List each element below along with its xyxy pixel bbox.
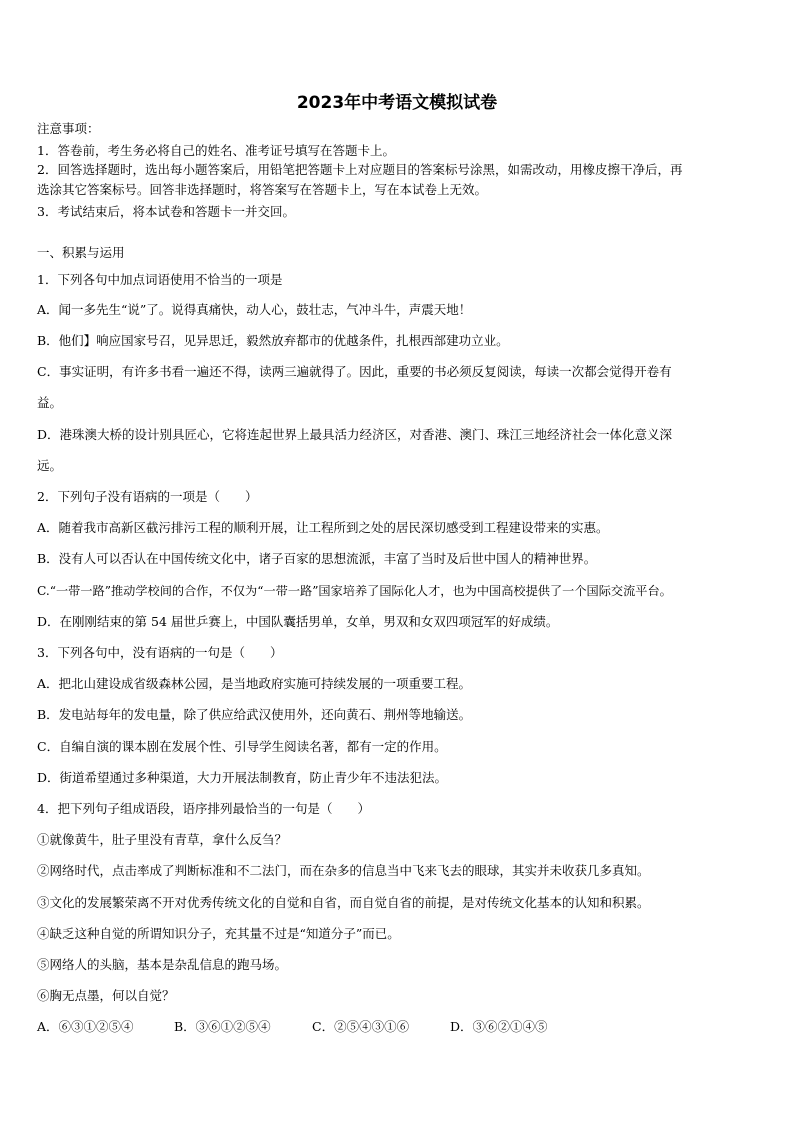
- notice-item-1: 1．答卷前，考生务必将自己的姓名、准考证号填写在答题卡上。: [37, 143, 395, 158]
- question-4-sentence-2: ②网络时代，点击率成了判断标准和不二法门，而在杂多的信息当中飞来飞去的眼球，其实并未收获几多真知。: [37, 863, 650, 878]
- question-3-option-a: A．把北山建设成省级森林公园，是当地政府实施可持续发展的一项重要工程。: [37, 676, 472, 691]
- question-2-option-c: C.“一带一路”推动学校间的合作，不仅为“一带一路”国家培养了国际化人才，也为中国高校提供了一个国际交流平台。: [37, 584, 672, 598]
- question-4-options: [37, 1019, 548, 1035]
- question-1-option-c-line-1: C．事实证明，有许多书看一遍还不得，读两三遍就得了。因此，重要的书必须反复阅读，每读一次都会觉得开卷有: [37, 364, 672, 379]
- question-3-option-b: B．发电站每年的发电量，除了供应给武汉使用外，还向黄石、荆州等地输送。: [37, 707, 472, 722]
- notice-heading: 注意事项：: [37, 121, 100, 136]
- question-4-sentence-5: ⑤网络人的头脑，基本是杂乱信息的跑马场。: [37, 957, 288, 972]
- question-4-sentence-4: ④缺乏这种自觉的所谓知识分子，充其量不过是“知道分子”而已。: [37, 926, 400, 941]
- question-4-sentence-6: ⑥胸无点墨，何以自觉？: [37, 988, 175, 1003]
- question-1-option-d-line-2: 远。: [37, 458, 63, 473]
- question-4-stem: 4．把下列句子组成语段，语序排列最恰当的一句是（ ）: [37, 801, 370, 816]
- notice-item-2-line-1: 2．回答选择题时，选出每小题答案后，用铅笔把答题卡上对应题目的答案标号涂黑，如需改动，用橡皮擦干净后，再: [37, 162, 683, 177]
- question-1-option-b: B．他们】响应国家号召，见异思迁，毅然放弃都市的优越条件，扎根西部建功立业。: [37, 333, 509, 348]
- question-3-option-c: C．自编自演的课本剧在发展个性、引导学生阅读名著，都有一定的作用。: [37, 739, 447, 754]
- question-3-stem: 3．下列各句中，没有语病的一句是（ ）: [37, 645, 283, 660]
- question-4-option-d: D．③⑥②①④⑤: [450, 1019, 548, 1034]
- notice-item-2-line-2: 选涂其它答案标号。回答非选择题时，将答案写在答题卡上，写在本试卷上无效。: [37, 182, 488, 197]
- question-1-option-c-line-2: 益。: [37, 395, 63, 410]
- question-4-option-b: B．③⑥①②⑤④: [174, 1019, 271, 1034]
- page-title: 2023年中考语文模拟试卷: [296, 93, 498, 113]
- question-4-sentence-1: ①就像黄牛，肚子里没有青草，拿什么反刍？: [37, 832, 288, 847]
- question-1-stem: 1．下列各句中加点词语使用不恰当的一项是: [37, 272, 283, 287]
- question-3-option-d: D．街道希望通过多种渠道，大力开展法制教育，防止青少年不违法犯法。: [37, 770, 448, 785]
- question-4-sentence-3: ③文化的发展繁荣离不开对优秀传统文化的自觉和自省，而自觉自省的前提，是对传统文化基本的认知和积累。: [37, 895, 650, 910]
- question-4-option-c: C．②⑤④③①⑥: [312, 1019, 410, 1034]
- section-heading: 一、积累与运用: [37, 245, 125, 260]
- notice-item-3: 3．考试结束后，将本试卷和答题卡一并交回。: [37, 204, 295, 219]
- question-2-stem: 2．下列句子没有语病的一项是（ ）: [37, 489, 258, 504]
- question-2-option-a: A．随着我市高新区截污排污工程的顺利开展，让工程所到之处的居民深切感受到工程建设带来的实惠。: [37, 520, 609, 535]
- question-1-option-d-line-1: D．港珠澳大桥的设计别具匠心，它将连起世界上最具活力经济区，对香港、澳门、珠江三地经济社会一体化意义深: [37, 427, 673, 442]
- question-2-option-d: D．在刚刚结束的第 54 届世乒赛上，中国队囊括男单，女单，男双和女双四项冠军的好成绩。: [37, 614, 559, 629]
- question-4-option-a: A．⑥③①②⑤④: [37, 1019, 134, 1034]
- question-2-option-b: B．没有人可以否认在中国传统文化中，诸子百家的思想流派，丰富了当时及后世中国人的精神世界。: [37, 551, 597, 566]
- question-1-option-a: A．闻一多先生“说”了。说得真痛快，动人心，鼓壮志，气冲斗牛，声震天地！: [37, 302, 472, 317]
